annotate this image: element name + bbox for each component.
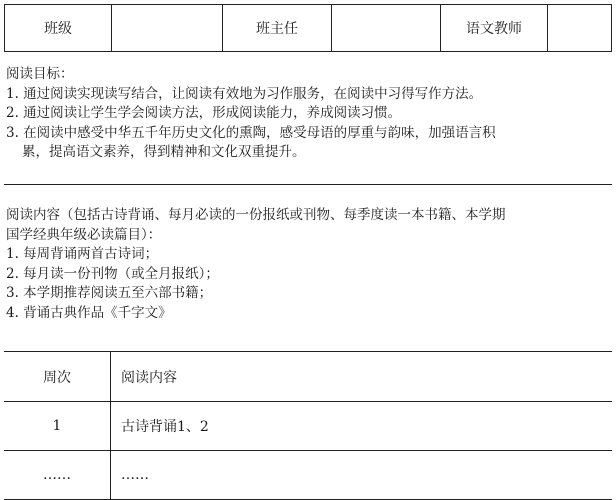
content-cell[interactable]: …… [111, 451, 613, 500]
class-label: 班级 [5, 5, 112, 52]
class-value-cell[interactable] [112, 5, 223, 52]
week-column-header: 周次 [4, 352, 111, 402]
goals-title: 阅读目标： [6, 66, 74, 82]
content-intro-line-2: 国学经典年级必读篇目）： [6, 226, 162, 243]
reading-content [6, 206, 606, 323]
goal-item-3: 3. 在阅读中感受中华五千年历史文化的熏陶，感受母语的厚重与韵味，加强语言积 [6, 124, 496, 141]
table-row [4, 402, 612, 451]
week-cell[interactable]: 1 [4, 402, 111, 451]
content-cell[interactable]: 古诗背诵1、2 [111, 402, 613, 451]
chinese-teacher-value-cell[interactable] [548, 5, 612, 52]
content-intro-line-1: 阅读内容（包括古诗背诵、每月必读的一份报纸或刊物、每季度读一本书籍、本学期 [6, 207, 506, 223]
weekly-schedule-table [4, 351, 612, 500]
content-item-3: 3. 本学期推荐阅读五至六部书籍； [6, 285, 213, 301]
content-column-header: 阅读内容 [111, 352, 613, 402]
goal-item-2: 2. 通过阅读让学生学会阅读方法，形成阅读能力，养成阅读习惯。 [6, 105, 402, 121]
info-table [4, 4, 612, 52]
reading-goals [6, 65, 606, 163]
chinese-teacher-label: 语文教师 [441, 5, 548, 52]
head-teacher-label: 班主任 [223, 5, 332, 52]
content-item-2: 2. 每月读一份刊物（或全月报纸）； [6, 265, 219, 282]
goal-item-1: 1. 通过阅读实现读写结合，让阅读有效地为习作服务，在阅读中习得写作方法。 [6, 85, 483, 102]
schedule-header-row [4, 352, 612, 402]
week-cell[interactable]: …… [4, 451, 111, 500]
content-item-1: 1. 每周背诵两首古诗词； [6, 246, 159, 262]
content-item-4: 4. 背诵古典作品《千字文》 [6, 304, 172, 321]
table-row [4, 451, 612, 500]
goal-item-3-continued: 累，提高语文素养，得到精神和文化双重提升。 [22, 144, 306, 160]
section-divider [4, 184, 612, 185]
head-teacher-value-cell[interactable] [332, 5, 441, 52]
